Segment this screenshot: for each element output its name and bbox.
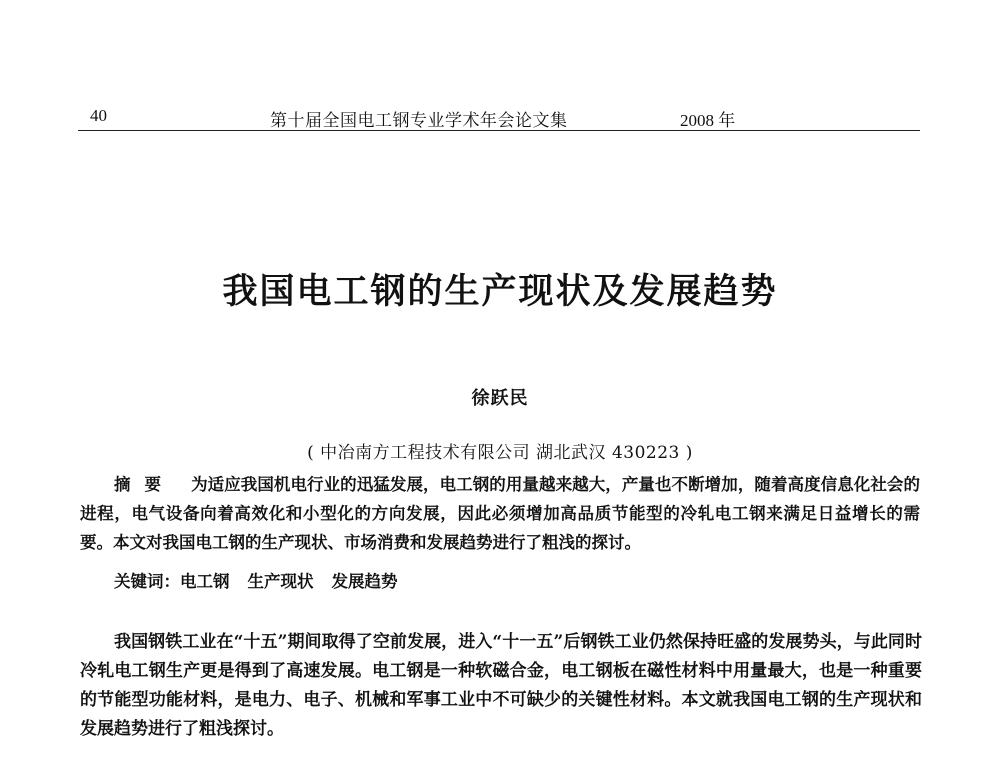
keyword-item: 电工钢: [180, 572, 230, 591]
keyword-item: 生产现状: [247, 572, 314, 591]
keywords: [114, 568, 416, 592]
keywords-label: 关键词：: [114, 572, 180, 591]
abstract-text: 为适应我国机电行业的迅猛发展，电工钢的用量越来越大，产量也不断增加，随着高度信息化社会的进程，电气设备向着高效化和小型化的方向发展，因此必须增加高品质节能型的冷轧电工钢来满足日益增长的需要。本文对我国电工钢的生产现状、市场消费和发展趋势进行了粗浅的探讨。: [80, 475, 920, 552]
paper-title: 我国电工钢的生产现状及发展趋势: [222, 271, 778, 312]
abstract-label: 摘要: [114, 475, 175, 494]
page-number: 40: [90, 106, 107, 125]
abstract: [80, 470, 920, 557]
author-name: 徐跃民: [471, 388, 529, 409]
body-paragraph: 我国钢铁工业在“十五”期间取得了空前发展，进入“十一五”后钢铁工业仍然保持旺盛的发展势头，与此同时冷轧电工钢生产更是得到了高速发展。电工钢是一种软磁合金，电工钢板在磁性材料中用量最大，也是一种重要的节能型功能材料，是电力、电子、机械和军事工业中不可缺少的关键性材料。本文就我国电工钢的生产现状和发展趋势进行了粗浅探讨。: [80, 632, 922, 739]
author-affiliation: ( 中冶南方工程技术有限公司 湖北武汉 430223 ): [307, 443, 693, 463]
running-header: [78, 104, 920, 131]
publication-year: 2008 年: [680, 111, 736, 130]
keyword-item: 发展趋势: [331, 572, 398, 591]
journal-name: 第十届全国电工钢专业学术年会论文集: [270, 111, 568, 130]
